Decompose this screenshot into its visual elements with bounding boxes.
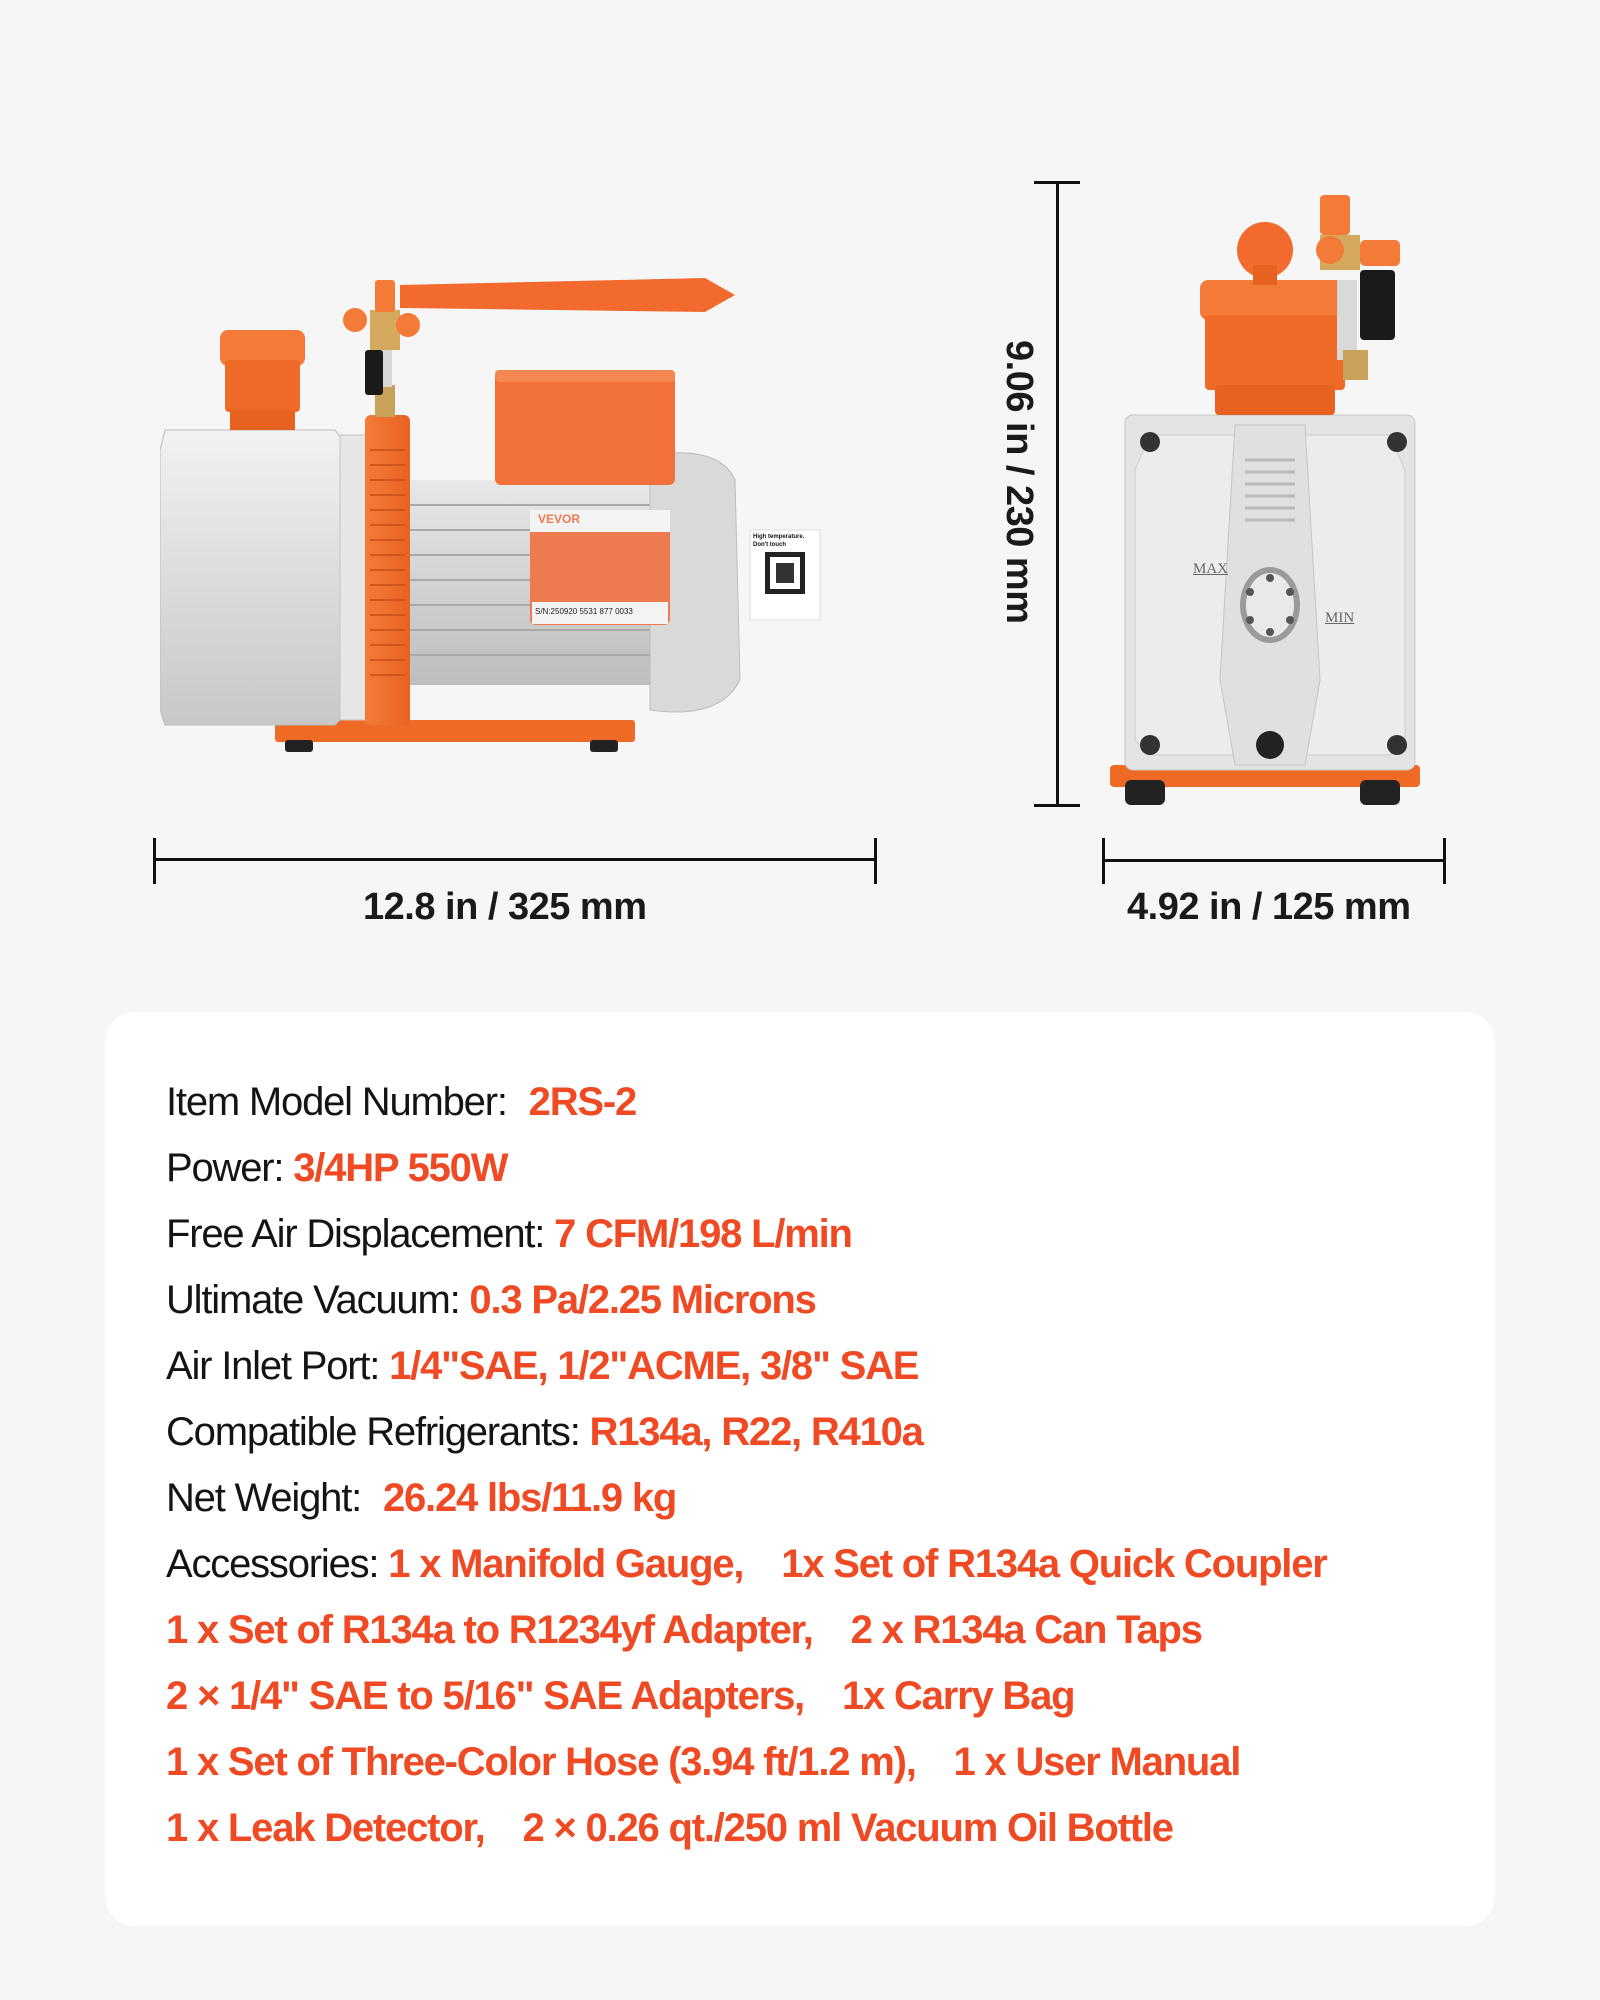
spec-row-inlet-port [166, 1342, 918, 1390]
accessory-item: 1 x Manifold Gauge, [388, 1542, 744, 1586]
length-label: 12.8 in / 325 mm [363, 886, 647, 928]
warning-text: High temperature. Don't touch [753, 534, 805, 548]
accessory-item: 2 × 0.26 qt./250 ml Vacuum Oil Bottle [522, 1806, 1173, 1850]
spec-label: Power: [166, 1146, 284, 1190]
spec-label: Free Air Displacement: [166, 1212, 545, 1256]
accessory-item: 1 x User Manual [953, 1740, 1241, 1784]
sight-glass-max-label: MAX [1193, 561, 1229, 577]
spec-value: 7 CFM/198 L/min [554, 1212, 852, 1256]
accessory-item: 1x Set of R134a Quick Coupler [781, 1542, 1327, 1586]
spec-value: 1/4"SAE, 1/2"ACME, 3/8" SAE [389, 1344, 919, 1388]
accessory-item: 1x Carry Bag [841, 1674, 1075, 1718]
vacuum-pump-side-illustration [160, 250, 880, 760]
spec-label: Compatible Refrigerants: [166, 1410, 580, 1454]
accessory-item: 1 x Leak Detector, [166, 1806, 485, 1850]
spec-label: Net Weight: [166, 1476, 362, 1520]
accessory-item: 1 x Set of Three-Color Hose (3.94 ft/1.2 m), [166, 1740, 916, 1784]
spec-value: 26.24 lbs/11.9 kg [382, 1476, 677, 1520]
spec-value: 3/4HP 550W [293, 1146, 508, 1190]
accessories-row-4 [166, 1738, 1240, 1786]
spec-row-refrigerants [166, 1408, 923, 1456]
length-line [153, 858, 877, 861]
vacuum-pump-front-illustration [1105, 180, 1430, 810]
length-tick-left [153, 838, 156, 884]
height-tick-bottom [1034, 804, 1080, 807]
sight-glass-min-label: MIN [1325, 610, 1355, 626]
label-serial: S/N:250920 5531 877 0033 [535, 607, 633, 616]
spec-row-power [166, 1144, 507, 1192]
accessories-label: Accessories: [166, 1542, 379, 1586]
spec-row-vacuum [166, 1276, 816, 1324]
height-label: 9.06 in / 230 mm [998, 340, 1040, 624]
spec-row-model [166, 1078, 636, 1126]
spec-label: Item Model Number: [166, 1080, 507, 1124]
spec-label: Air Inlet Port: [166, 1344, 380, 1388]
accessories-row-5 [166, 1804, 1173, 1852]
pump-front-view [1105, 180, 1430, 810]
spec-row-weight [166, 1474, 676, 1522]
accessories-row-1 [166, 1540, 1327, 1588]
length-tick-right [874, 838, 877, 884]
pump-side-view [160, 250, 880, 760]
spec-value: R134a, R22, R410a [589, 1410, 923, 1454]
spec-value: 2RS-2 [528, 1080, 637, 1124]
accessory-item: 2 × 1/4" SAE to 5/16" SAE Adapters, [166, 1674, 805, 1718]
width-line [1102, 859, 1446, 862]
accessories-row-3 [166, 1672, 1074, 1720]
spec-row-displacement [166, 1210, 852, 1258]
height-line [1056, 181, 1059, 806]
width-label: 4.92 in / 125 mm [1127, 886, 1411, 928]
spec-label: Ultimate Vacuum: [166, 1278, 460, 1322]
accessory-item: 2 x R134a Can Taps [850, 1608, 1202, 1652]
accessories-row-2 [166, 1606, 1202, 1654]
label-brand: VEVOR [538, 512, 581, 526]
spec-value: 0.3 Pa/2.25 Microns [469, 1278, 816, 1322]
width-tick-right [1443, 838, 1446, 884]
accessory-item: 1 x Set of R134a to R1234yf Adapter, [166, 1608, 813, 1652]
